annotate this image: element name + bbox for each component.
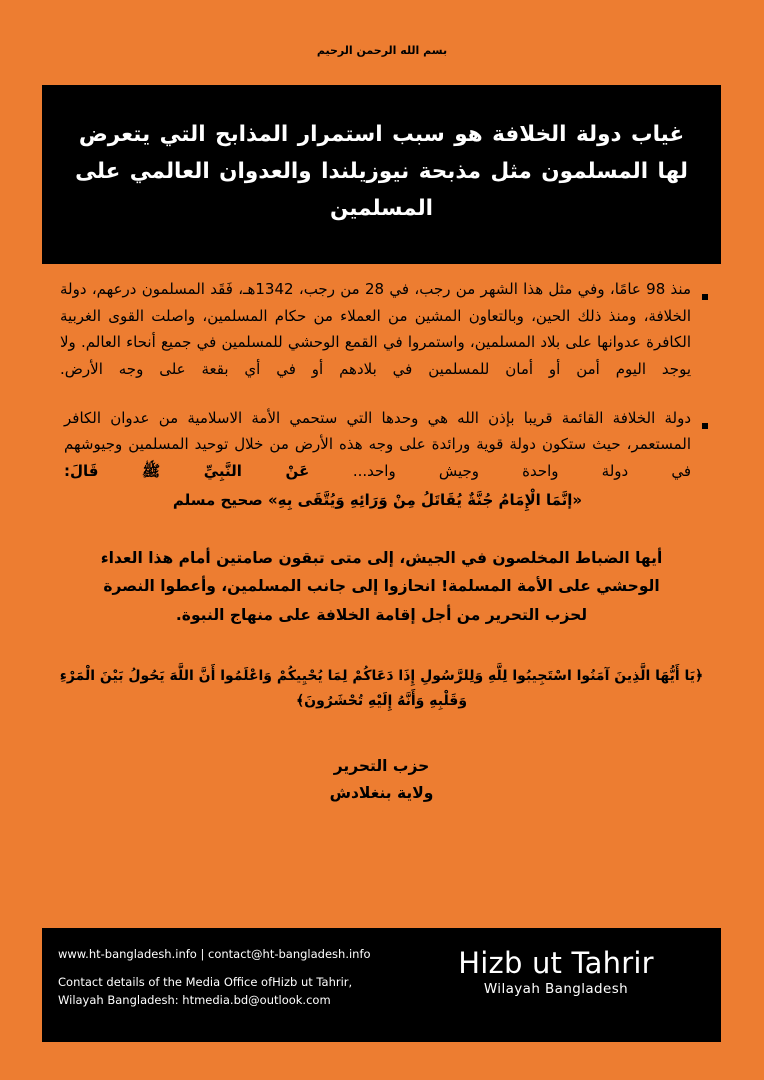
square-bullet-icon (697, 276, 713, 304)
footer-website-and-email[interactable]: www.ht-bangladesh.info | contact@ht-bangladesh.info (58, 947, 371, 961)
footer-banner (42, 928, 721, 1042)
paragraph-1-text: منذ 98 عامًا، وفي مثل هذا الشهر من رجب، في 28 من رجب، 1342هـ، فَقَد المسلمون درعهم، دولة الخلافة، ومنذ ذلك الحين، وبالتعاون المشين من العملاء من حكام المسلمين، واصلت القوى الغربية الكافرة عدوانها على بلاد المسلمين، واستمروا في القمع الوحشي للمسلمين في جميع أنحاء العالم. ولا يوجد اليوم أمن أو أمان للمسلمين في بلادهم أو في أي بقعة على وجه الأرض. (60, 280, 691, 379)
signature-wilayah: ولاية بنغلادش (329, 784, 434, 803)
brand-name: Hizb ut Tahrir (458, 946, 654, 980)
body-content (42, 276, 721, 808)
bullet-paragraph-1 (42, 276, 721, 383)
headline-banner (42, 85, 721, 264)
hadith-intro-text: عَنْ النَّبِيِّ ﷺ قَالَ: (64, 462, 353, 481)
footer-contact-line-1: Contact details of the Media Office ofHizb ut Tahrir, (58, 975, 353, 990)
footer-media-office-details (58, 974, 415, 1010)
brand-wilayah: Wilayah Bangladesh (483, 981, 629, 998)
quran-verse: ﴿يَا أَيُّهَا الَّذِينَ آمَنُوا اسْتَجِيبُوا لِلَّهِ وَلِلرَّسُولِ إِذَا دَعَاكُمْ لِمَا يُحْيِيكُمْ وَاعْلَمُوا أَنَّ اللَّهَ يَحُولُ بَيْنَ الْمَرْءِ وَقَلْبِهِ وَأَنَّهُ إِلَيْهِ تُحْشَرُونَ﴾ (59, 667, 704, 710)
signature-block (42, 753, 721, 807)
footer-contact-block (42, 928, 415, 1042)
footer-brand-block (415, 928, 721, 1042)
paragraph-2-body (42, 405, 697, 514)
hadith-quote: «إنَّمَا الْإِمَامُ جُنَّةٌ يُقَاتَلُ مِنْ وَرَائِهِ وَيُتَّقَى بِهِ» صحيح مسلم (172, 490, 583, 509)
signature-organization: حزب التحرير (333, 757, 430, 776)
appeal-to-officers: أيها الضباط المخلصون في الجيش، إلى متى تبقون صامتين أمام هذا العداء الوحشي على الأمة المسلمة! انحازوا إلى جانب المسلمين، وأعطوا النصرة لحزب التحرير من أجل إقامة الخلافة على منهاج النبوة. (100, 548, 663, 624)
headline-text: غياب دولة الخلافة هو سبب استمرار المذابح التي يتعرض لها المسلمون مثل مذبحة نيوزيلندا والعدوان العالمي على المسلمين (75, 122, 688, 221)
square-bullet-icon (697, 405, 713, 433)
basmala-text: بسم الله الرحمن الرحيم (316, 44, 448, 57)
footer-contact-line-2[interactable]: Wilayah Bangladesh: htmedia.bd@outlook.com (58, 992, 331, 1007)
paragraph-2-text: دولة الخلافة القائمة قريبا بإذن الله هي وحدها التي ستحمي الأمة الاسلامية من عدوان الكافر المستعمر، حيث ستكون دولة قوية ورائدة على وجه هذه الأرض من خلال توحيد المسلمين وجيوشهم في دولة واحدة وجيش واحد... (64, 408, 691, 481)
bullet-paragraph-2 (42, 405, 721, 514)
